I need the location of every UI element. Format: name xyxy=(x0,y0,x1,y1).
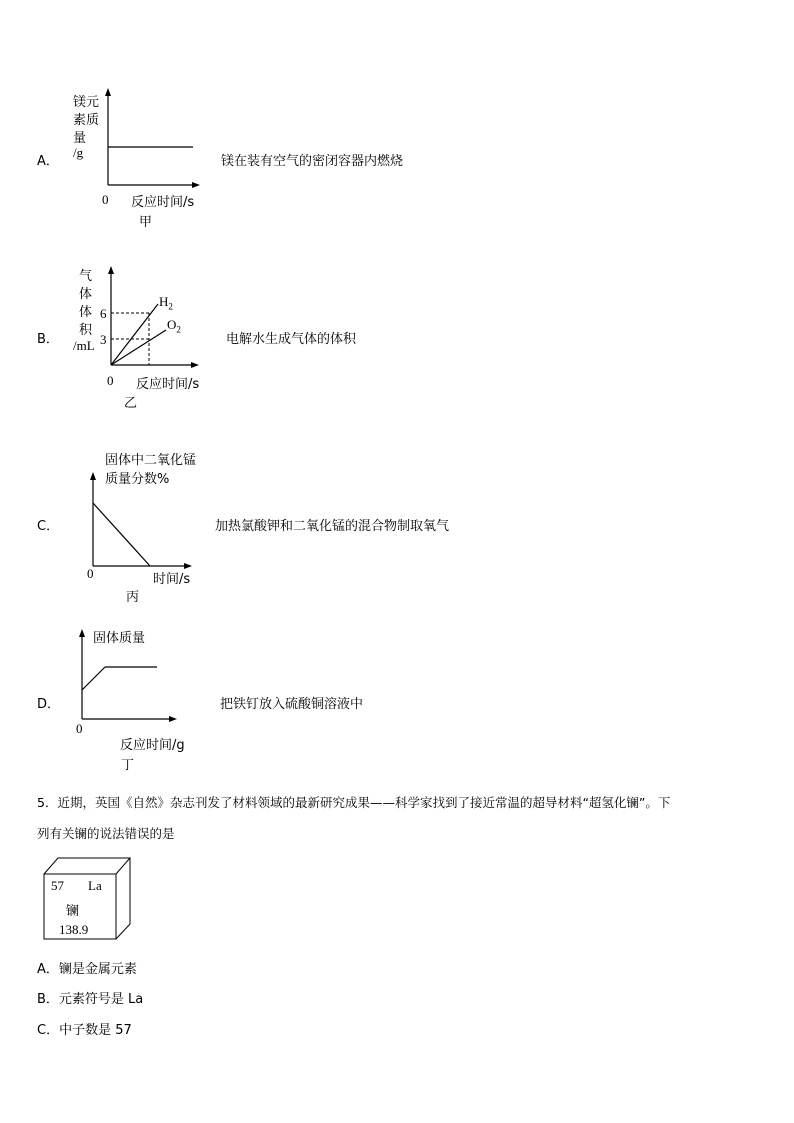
option-b-ylabel-1: 气 xyxy=(79,269,93,284)
option-c-origin: 0 xyxy=(87,566,94,581)
option-a-origin: 0 xyxy=(102,192,109,207)
option-a-xlabel: 反应时间/s xyxy=(131,195,195,210)
option-d-letter: D． xyxy=(37,697,61,712)
option-b-ylabel-5: /mL xyxy=(73,338,95,353)
option-b-ylabel-2: 体 xyxy=(79,287,93,302)
option-d-ylabel: 固体质量 xyxy=(93,631,146,646)
option-a-ylabel-4: /g xyxy=(73,145,84,160)
option-a-letter: A． xyxy=(37,154,59,169)
option-c-letter: C． xyxy=(37,519,60,534)
option-a-ylabel-3: 量 xyxy=(73,131,87,146)
option-d-desc: 把铁钉放入硫酸铜溶液中 xyxy=(220,697,364,712)
option-b-desc: 电解水生成气体的体积 xyxy=(226,332,357,347)
option-b-ylabel-4: 积 xyxy=(79,323,93,338)
option-a-desc: 镁在装有空气的密闭容器内燃烧 xyxy=(221,154,404,169)
element-name: 镧 xyxy=(66,904,80,919)
option-c-xlabel: 时间/s xyxy=(153,572,191,587)
element-atomic-mass: 138.9 xyxy=(59,922,89,937)
option-b-label-h2: $H_2$ xyxy=(159,294,173,312)
option-b-letter: B． xyxy=(37,332,59,347)
option-b-ytick-3: 3 xyxy=(100,332,107,347)
option-b-origin: 0 xyxy=(107,373,114,388)
option-b-panel: 乙 xyxy=(124,396,138,411)
option-b-ytick-6: 6 xyxy=(100,306,107,321)
option-c-ylabel-1: 固体中二氧化锰 xyxy=(105,453,197,468)
element-atomic-number: 57 xyxy=(51,878,64,893)
question-5-line-2: 列有关镧的说法错误的是 xyxy=(37,826,175,841)
option-a-ylabel-1: 镁元 xyxy=(73,95,100,110)
option-b-label-o2: $O_2$ xyxy=(167,317,181,335)
option-d-panel: 丁 xyxy=(121,758,135,773)
element-symbol: La xyxy=(88,878,102,893)
question-5-choice-a: A．镧是金属元素 xyxy=(37,962,137,977)
option-b-xlabel: 反应时间/s xyxy=(136,377,200,392)
option-d-origin: 0 xyxy=(76,721,83,736)
option-c-panel: 丙 xyxy=(126,590,140,605)
question-5-line-1: 5．近期，英国《自然》杂志刊发了材料领域的最新研究成果——科学家找到了接近常温的超导材料“超氢化镧”。下 xyxy=(37,795,671,810)
question-5-choice-c: C．中子数是 57 xyxy=(37,1023,132,1038)
option-b-ylabel-3: 体 xyxy=(79,305,93,320)
question-5-choice-b: B．元素符号是 La xyxy=(37,992,144,1007)
option-c-desc: 加热氯酸钾和二氧化锰的混合物制取氧气 xyxy=(215,519,450,534)
option-d-xlabel: 反应时间/g xyxy=(120,738,185,753)
option-a-panel: 甲 xyxy=(139,215,153,230)
option-a-ylabel-2: 素质 xyxy=(73,113,100,128)
option-c-ylabel-2: 质量分数% xyxy=(105,472,170,487)
